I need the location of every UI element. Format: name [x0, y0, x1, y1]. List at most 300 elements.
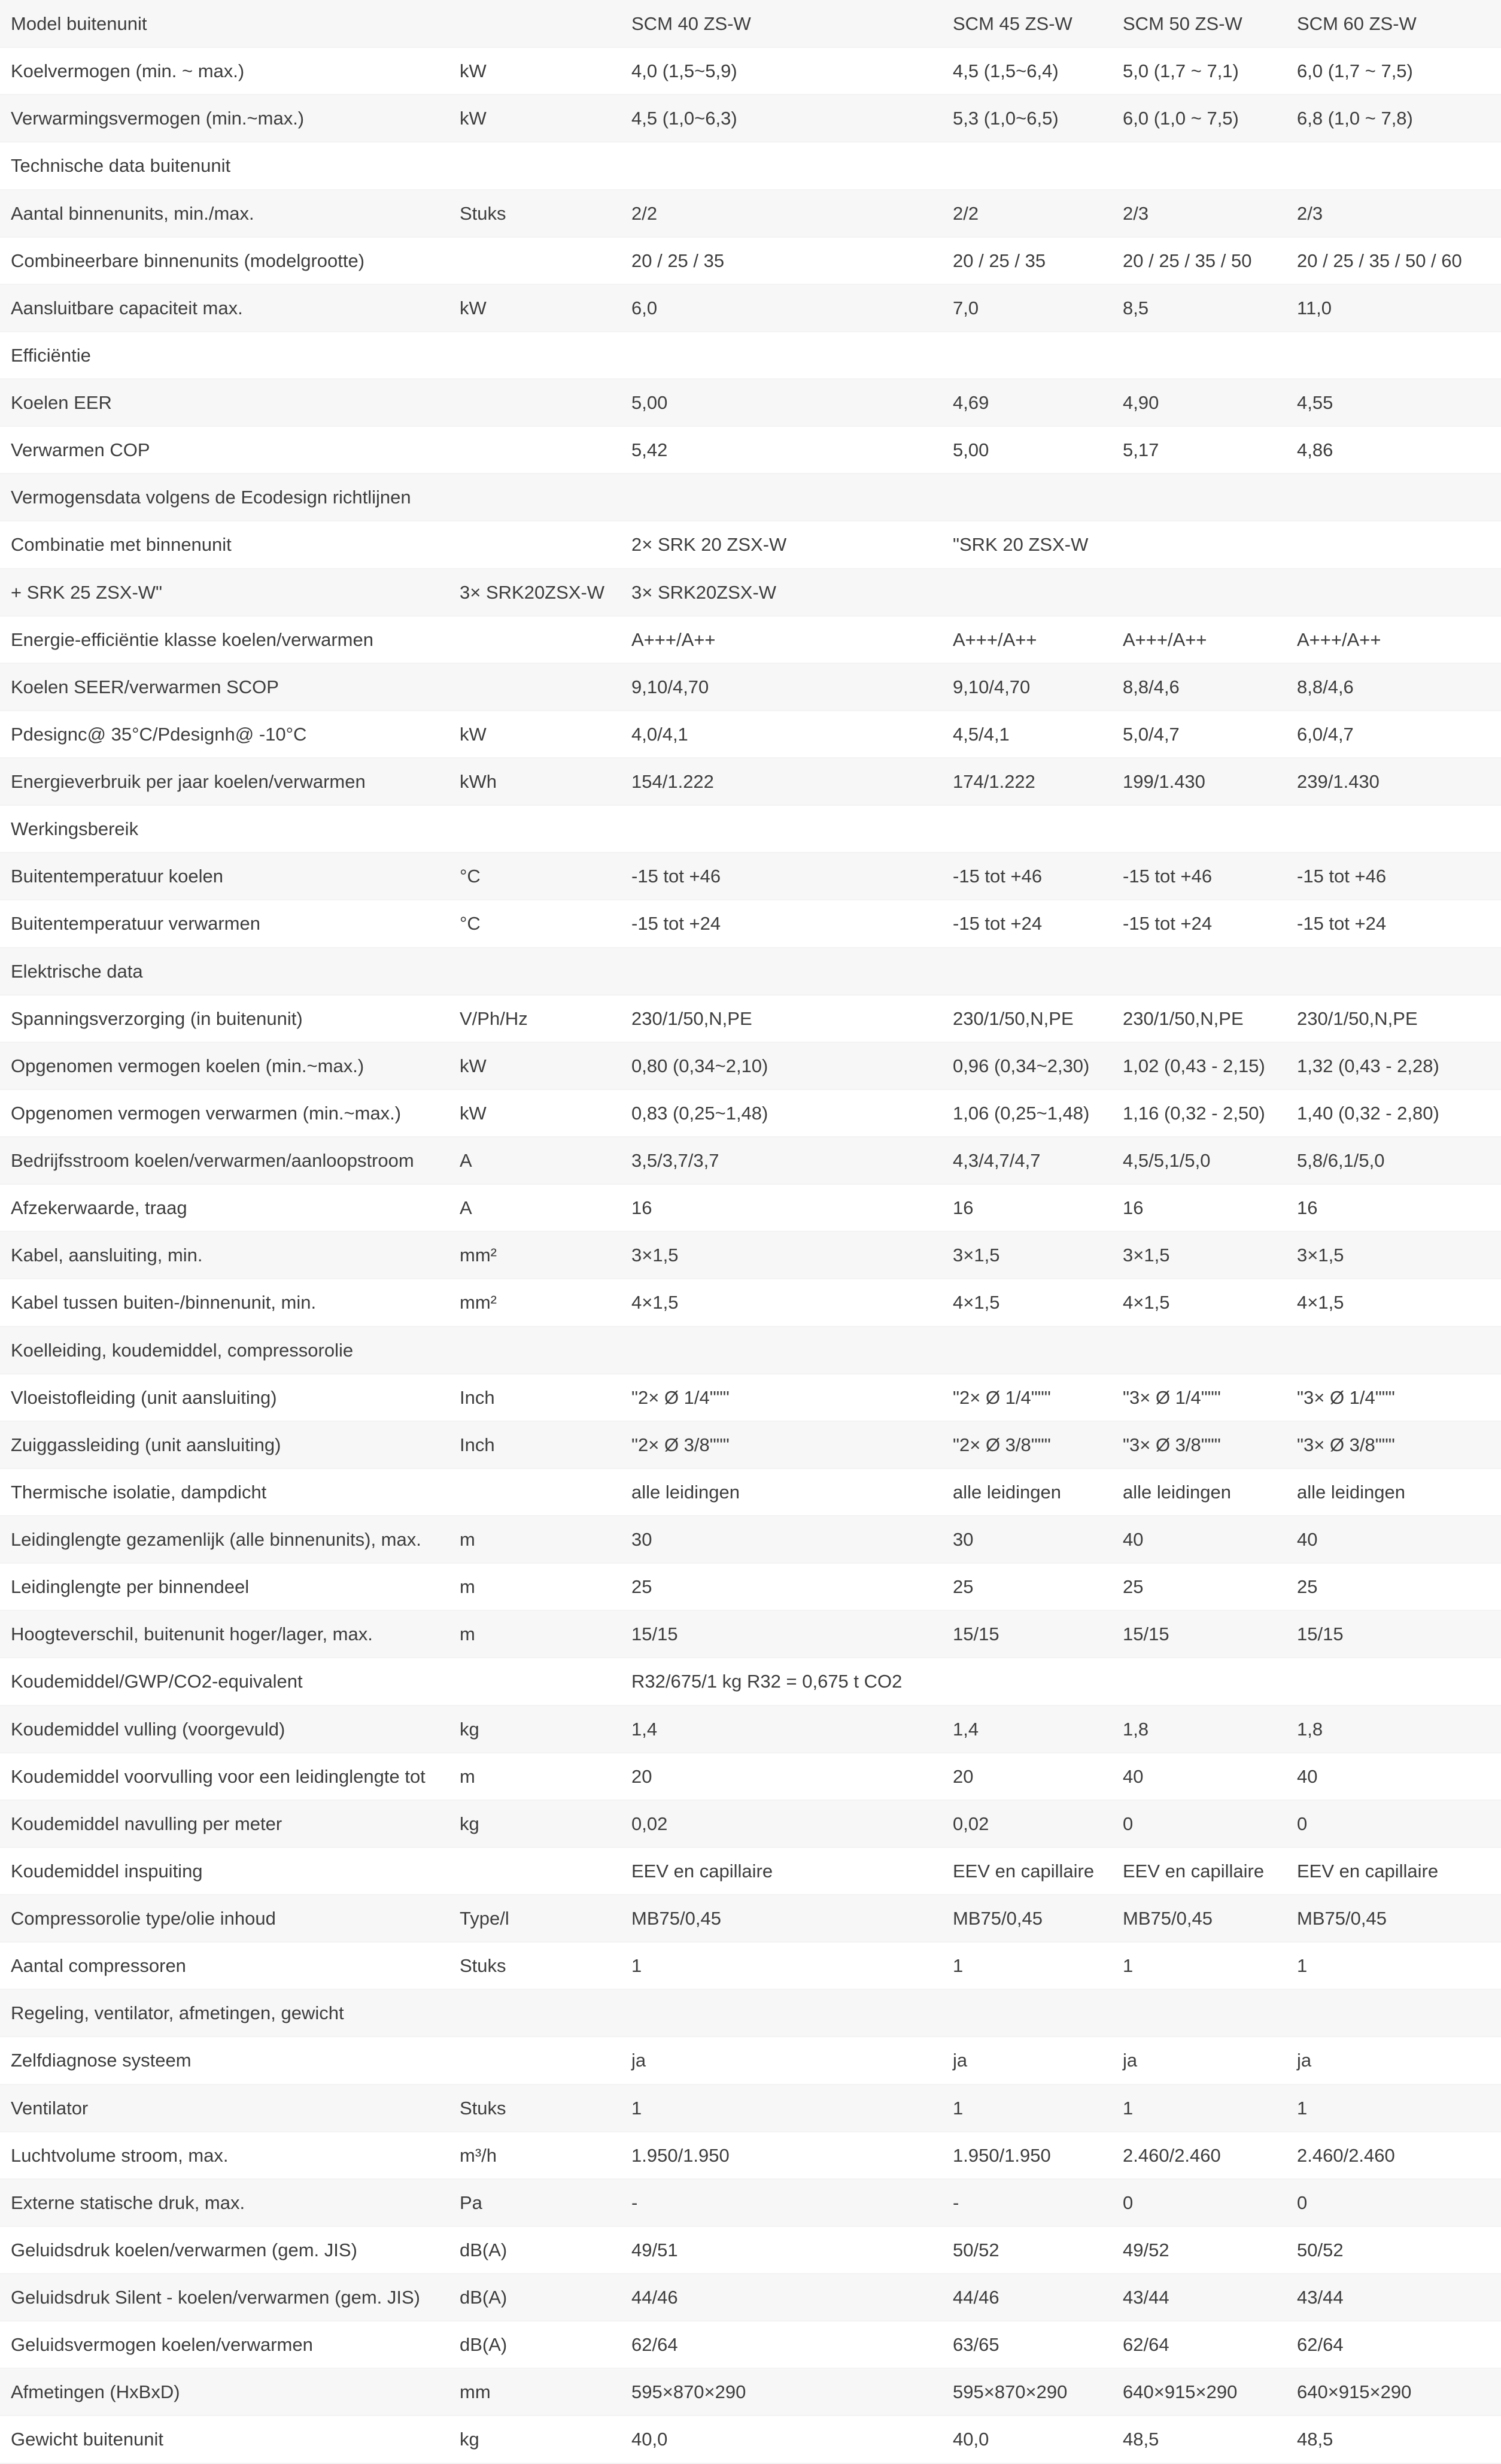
- table-row: [0, 1800, 1501, 1847]
- scm50-cell: 8,8/4,6: [1112, 663, 1286, 711]
- scm45-cell: 4,3/4,7/4,7: [942, 1137, 1112, 1184]
- unit-cell: [449, 663, 621, 711]
- unit-cell: kW: [449, 1090, 621, 1137]
- table-row: [0, 2132, 1501, 2179]
- unit-cell: m³/h: [449, 2132, 621, 2179]
- scm50-cell: [1112, 805, 1286, 852]
- scm60-cell: 2.460/2.460: [1286, 2132, 1501, 2179]
- scm45-cell: 4,5/4,1: [942, 711, 1112, 758]
- scm50-cell: alle leidingen: [1112, 1468, 1286, 1516]
- unit-cell: [449, 1989, 621, 2037]
- scm50-cell: ja: [1112, 2037, 1286, 2084]
- label-cell: Compressorolie type/olie inhoud: [0, 1895, 449, 1942]
- scm50-cell: 5,0/4,7: [1112, 711, 1286, 758]
- table-row: [0, 1989, 1501, 2037]
- unit-cell: A: [449, 1184, 621, 1231]
- scm45-cell: 1: [942, 1942, 1112, 1989]
- scm40-cell: -: [621, 2179, 942, 2226]
- label-cell: Energieverbruik per jaar koelen/verwarmen: [0, 758, 449, 805]
- table-row: [0, 2179, 1501, 2226]
- scm60-cell: -15 tot +24: [1286, 900, 1501, 947]
- scm50-cell: [1112, 1989, 1286, 2037]
- scm60-cell: EEV en capillaire: [1286, 1847, 1501, 1895]
- unit-cell: [449, 2037, 621, 2084]
- table-row: [0, 1184, 1501, 1231]
- scm40-cell: 9,10/4,70: [621, 663, 942, 711]
- unit-cell: [449, 142, 621, 189]
- label-cell: Ventilator: [0, 2084, 449, 2132]
- scm45-cell: EEV en capillaire: [942, 1847, 1112, 1895]
- unit-cell: [449, 1847, 621, 1895]
- scm50-cell: [1112, 474, 1286, 521]
- scm60-cell: 15/15: [1286, 1610, 1501, 1658]
- unit-cell: [449, 237, 621, 284]
- scm45-cell: 174/1.222: [942, 758, 1112, 805]
- scm45-cell: "2× Ø 3/8""": [942, 1421, 1112, 1468]
- label-cell: Bedrijfsstroom koelen/verwarmen/aanloopstroom: [0, 1137, 449, 1184]
- table-row: [0, 2084, 1501, 2132]
- label-cell: Koudemiddel inspuiting: [0, 1847, 449, 1895]
- scm50-cell: [1112, 1658, 1286, 1705]
- label-cell: Leidinglengte per binnendeel: [0, 1563, 449, 1610]
- label-cell: Geluidsdruk koelen/verwarmen (gem. JIS): [0, 2226, 449, 2274]
- scm50-cell: 16: [1112, 1184, 1286, 1231]
- label-cell: Luchtvolume stroom, max.: [0, 2132, 449, 2179]
- table-row: [0, 2416, 1501, 2463]
- scm45-cell: [942, 1658, 1112, 1705]
- unit-cell: [449, 426, 621, 474]
- scm60-cell: "3× Ø 3/8""": [1286, 1421, 1501, 1468]
- scm60-cell: [1286, 569, 1501, 616]
- scm60-cell: 239/1.430: [1286, 758, 1501, 805]
- scm45-cell: 5,3 (1,0~6,5): [942, 95, 1112, 142]
- label-cell: Geluidsvermogen koelen/verwarmen: [0, 2321, 449, 2368]
- scm45-cell: [942, 948, 1112, 995]
- scm50-cell: -15 tot +46: [1112, 852, 1286, 900]
- scm50-cell: 1: [1112, 1942, 1286, 1989]
- scm60-cell: 6,8 (1,0 ~ 7,8): [1286, 95, 1501, 142]
- scm40-cell: 0,83 (0,25~1,48): [621, 1090, 942, 1137]
- scm40-cell: 25: [621, 1563, 942, 1610]
- scm40-cell: 3×1,5: [621, 1231, 942, 1279]
- table-row: [0, 1563, 1501, 1610]
- table-row: [0, 521, 1501, 568]
- table-row: [0, 711, 1501, 758]
- label-cell: + SRK 25 ZSX-W": [0, 569, 449, 616]
- scm45-cell: 20: [942, 1753, 1112, 1800]
- scm45-cell: 3×1,5: [942, 1231, 1112, 1279]
- label-cell: Thermische isolatie, dampdicht: [0, 1468, 449, 1516]
- scm45-cell: 1.950/1.950: [942, 2132, 1112, 2179]
- scm40-cell: 4,0 (1,5~5,9): [621, 47, 942, 95]
- scm45-cell: 15/15: [942, 1610, 1112, 1658]
- table-row: [0, 0, 1501, 47]
- scm50-cell: 0: [1112, 2179, 1286, 2226]
- scm50-cell: [1112, 521, 1286, 568]
- scm40-cell: SCM 40 ZS-W: [621, 0, 942, 47]
- scm60-cell: [1286, 1658, 1501, 1705]
- scm40-cell: 1.950/1.950: [621, 2132, 942, 2179]
- label-cell: Koelleiding, koudemiddel, compressorolie: [0, 1327, 449, 1374]
- scm40-cell: 15/15: [621, 1610, 942, 1658]
- scm45-cell: "SRK 20 ZSX-W: [942, 521, 1112, 568]
- scm50-cell: 2.460/2.460: [1112, 2132, 1286, 2179]
- scm50-cell: 8,5: [1112, 284, 1286, 332]
- table-row: [0, 569, 1501, 616]
- scm45-cell: 40,0: [942, 2416, 1112, 2463]
- unit-cell: Pa: [449, 2179, 621, 2226]
- scm40-cell: 44/46: [621, 2274, 942, 2321]
- scm60-cell: A+++/A++: [1286, 616, 1501, 663]
- scm45-cell: 50/52: [942, 2226, 1112, 2274]
- scm50-cell: 1,02 (0,43 - 2,15): [1112, 1042, 1286, 1090]
- scm45-cell: SCM 45 ZS-W: [942, 0, 1112, 47]
- scm60-cell: 50/52: [1286, 2226, 1501, 2274]
- scm60-cell: 43/44: [1286, 2274, 1501, 2321]
- scm60-cell: 5,8/6,1/5,0: [1286, 1137, 1501, 1184]
- scm40-cell: -15 tot +46: [621, 852, 942, 900]
- unit-cell: Inch: [449, 1374, 621, 1421]
- unit-cell: [449, 379, 621, 426]
- label-cell: Aantal compressoren: [0, 1942, 449, 1989]
- unit-cell: °C: [449, 852, 621, 900]
- scm40-cell: 1,4: [621, 1706, 942, 1753]
- label-cell: Verwarmingsvermogen (min.~max.): [0, 95, 449, 142]
- scm60-cell: 1,40 (0,32 - 2,80): [1286, 1090, 1501, 1137]
- unit-cell: kg: [449, 1800, 621, 1847]
- scm60-cell: 230/1/50,N,PE: [1286, 995, 1501, 1042]
- label-cell: Hoogteverschil, buitenunit hoger/lager, max.: [0, 1610, 449, 1658]
- scm40-cell: 230/1/50,N,PE: [621, 995, 942, 1042]
- scm40-cell: 5,42: [621, 426, 942, 474]
- scm60-cell: 62/64: [1286, 2321, 1501, 2368]
- table-row: [0, 2226, 1501, 2274]
- unit-cell: dB(A): [449, 2274, 621, 2321]
- unit-cell: Inch: [449, 1421, 621, 1468]
- scm50-cell: A+++/A++: [1112, 616, 1286, 663]
- scm45-cell: [942, 569, 1112, 616]
- unit-cell: [449, 332, 621, 379]
- label-cell: Regeling, ventilator, afmetingen, gewicht: [0, 1989, 449, 2037]
- scm40-cell: [621, 474, 942, 521]
- scm60-cell: 0: [1286, 1800, 1501, 1847]
- scm40-cell: 154/1.222: [621, 758, 942, 805]
- scm60-cell: 48,5: [1286, 2416, 1501, 2463]
- scm40-cell: [621, 1989, 942, 2037]
- scm40-cell: 2× SRK 20 ZSX-W: [621, 521, 942, 568]
- scm45-cell: 9,10/4,70: [942, 663, 1112, 711]
- table-row: [0, 1847, 1501, 1895]
- scm60-cell: 40: [1286, 1516, 1501, 1563]
- table-row: [0, 1658, 1501, 1705]
- scm50-cell: [1112, 1327, 1286, 1374]
- scm40-cell: -15 tot +24: [621, 900, 942, 947]
- scm60-cell: ja: [1286, 2037, 1501, 2084]
- table-row: [0, 47, 1501, 95]
- label-cell: Zuiggassleiding (unit aansluiting): [0, 1421, 449, 1468]
- scm60-cell: [1286, 1989, 1501, 2037]
- scm45-cell: ja: [942, 2037, 1112, 2084]
- table-row: [0, 1895, 1501, 1942]
- scm40-cell: 49/51: [621, 2226, 942, 2274]
- label-cell: Afmetingen (HxBxD): [0, 2368, 449, 2416]
- scm50-cell: 48,5: [1112, 2416, 1286, 2463]
- table-row: [0, 1327, 1501, 1374]
- unit-cell: m: [449, 1753, 621, 1800]
- scm50-cell: 62/64: [1112, 2321, 1286, 2368]
- scm50-cell: 0: [1112, 1800, 1286, 1847]
- unit-cell: mm: [449, 2368, 621, 2416]
- scm40-cell: 4,0/4,1: [621, 711, 942, 758]
- table-row: [0, 142, 1501, 189]
- label-cell: Combineerbare binnenunits (modelgrootte): [0, 237, 449, 284]
- scm60-cell: 1: [1286, 2084, 1501, 2132]
- scm40-cell: "2× Ø 3/8""": [621, 1421, 942, 1468]
- scm45-cell: -15 tot +46: [942, 852, 1112, 900]
- label-cell: Aansluitbare capaciteit max.: [0, 284, 449, 332]
- unit-cell: [449, 1327, 621, 1374]
- scm50-cell: 4,90: [1112, 379, 1286, 426]
- unit-cell: kWh: [449, 758, 621, 805]
- scm60-cell: [1286, 805, 1501, 852]
- scm60-cell: 11,0: [1286, 284, 1501, 332]
- scm45-cell: 230/1/50,N,PE: [942, 995, 1112, 1042]
- table-row: [0, 2321, 1501, 2368]
- scm45-cell: 595×870×290: [942, 2368, 1112, 2416]
- table-row: [0, 2274, 1501, 2321]
- scm40-cell: ja: [621, 2037, 942, 2084]
- scm45-cell: -: [942, 2179, 1112, 2226]
- scm50-cell: 4,5/5,1/5,0: [1112, 1137, 1286, 1184]
- scm60-cell: 25: [1286, 1563, 1501, 1610]
- scm40-cell: 30: [621, 1516, 942, 1563]
- scm40-cell: 62/64: [621, 2321, 942, 2368]
- scm45-cell: -15 tot +24: [942, 900, 1112, 947]
- label-cell: Werkingsbereik: [0, 805, 449, 852]
- scm40-cell: 1: [621, 2084, 942, 2132]
- scm60-cell: 2/3: [1286, 190, 1501, 237]
- label-cell: Koudemiddel navulling per meter: [0, 1800, 449, 1847]
- scm45-cell: [942, 142, 1112, 189]
- scm60-cell: 6,0 (1,7 ~ 7,5): [1286, 47, 1501, 95]
- table-row: [0, 379, 1501, 426]
- table-row: [0, 474, 1501, 521]
- scm45-cell: 4,69: [942, 379, 1112, 426]
- scm40-cell: [621, 332, 942, 379]
- scm60-cell: 4×1,5: [1286, 1279, 1501, 1326]
- scm50-cell: 15/15: [1112, 1610, 1286, 1658]
- table-row: [0, 95, 1501, 142]
- unit-cell: dB(A): [449, 2321, 621, 2368]
- unit-cell: [449, 805, 621, 852]
- scm50-cell: [1112, 142, 1286, 189]
- scm50-cell: 3×1,5: [1112, 1231, 1286, 1279]
- label-cell: Pdesignc@ 35°C/Pdesignh@ -10°C: [0, 711, 449, 758]
- label-cell: Vloeistofleiding (unit aansluiting): [0, 1374, 449, 1421]
- unit-cell: [449, 521, 621, 568]
- scm60-cell: 1,32 (0,43 - 2,28): [1286, 1042, 1501, 1090]
- scm40-cell: R32/675/1 kg R32 = 0,675 t CO2: [621, 1658, 942, 1705]
- scm45-cell: 25: [942, 1563, 1112, 1610]
- scm50-cell: "3× Ø 3/8""": [1112, 1421, 1286, 1468]
- scm40-cell: [621, 1327, 942, 1374]
- unit-cell: dB(A): [449, 2226, 621, 2274]
- label-cell: Kabel, aansluiting, min.: [0, 1231, 449, 1279]
- scm50-cell: 6,0 (1,0 ~ 7,5): [1112, 95, 1286, 142]
- scm45-cell: 30: [942, 1516, 1112, 1563]
- table-row: [0, 1279, 1501, 1326]
- scm60-cell: 1: [1286, 1942, 1501, 1989]
- scm50-cell: 43/44: [1112, 2274, 1286, 2321]
- scm60-cell: [1286, 474, 1501, 521]
- scm50-cell: "3× Ø 1/4""": [1112, 1374, 1286, 1421]
- unit-cell: Type/l: [449, 1895, 621, 1942]
- table-row: [0, 805, 1501, 852]
- scm50-cell: SCM 50 ZS-W: [1112, 0, 1286, 47]
- scm50-cell: 40: [1112, 1516, 1286, 1563]
- scm40-cell: 3,5/3,7/3,7: [621, 1137, 942, 1184]
- scm50-cell: 199/1.430: [1112, 758, 1286, 805]
- scm60-cell: 1,8: [1286, 1706, 1501, 1753]
- scm40-cell: 1: [621, 1942, 942, 1989]
- scm40-cell: 20 / 25 / 35: [621, 237, 942, 284]
- scm40-cell: 20: [621, 1753, 942, 1800]
- scm60-cell: 640×915×290: [1286, 2368, 1501, 2416]
- unit-cell: kW: [449, 1042, 621, 1090]
- label-cell: Energie-efficiëntie klasse koelen/verwarmen: [0, 616, 449, 663]
- unit-cell: m: [449, 1563, 621, 1610]
- scm60-cell: 16: [1286, 1184, 1501, 1231]
- label-cell: Combinatie met binnenunit: [0, 521, 449, 568]
- scm40-cell: [621, 805, 942, 852]
- scm45-cell: 1: [942, 2084, 1112, 2132]
- label-cell: Zelfdiagnose systeem: [0, 2037, 449, 2084]
- scm60-cell: 6,0/4,7: [1286, 711, 1501, 758]
- label-cell: Model buitenunit: [0, 0, 449, 47]
- scm50-cell: EEV en capillaire: [1112, 1847, 1286, 1895]
- table-row: [0, 2368, 1501, 2416]
- table-row: [0, 1468, 1501, 1516]
- scm40-cell: 2/2: [621, 190, 942, 237]
- scm50-cell: 40: [1112, 1753, 1286, 1800]
- scm50-cell: 5,17: [1112, 426, 1286, 474]
- scm45-cell: 4×1,5: [942, 1279, 1112, 1326]
- table-row: [0, 1706, 1501, 1753]
- label-cell: Buitentemperatuur verwarmen: [0, 900, 449, 947]
- label-cell: Gewicht buitenunit: [0, 2416, 449, 2463]
- table-row: [0, 1942, 1501, 1989]
- scm50-cell: 25: [1112, 1563, 1286, 1610]
- scm45-cell: [942, 1989, 1112, 2037]
- label-cell: Opgenomen vermogen koelen (min.~max.): [0, 1042, 449, 1090]
- scm50-cell: 2/3: [1112, 190, 1286, 237]
- table-row: [0, 426, 1501, 474]
- scm50-cell: 1,16 (0,32 - 2,50): [1112, 1090, 1286, 1137]
- scm50-cell: 640×915×290: [1112, 2368, 1286, 2416]
- scm45-cell: MB75/0,45: [942, 1895, 1112, 1942]
- scm40-cell: 0,80 (0,34~2,10): [621, 1042, 942, 1090]
- scm40-cell: 5,00: [621, 379, 942, 426]
- label-cell: Koelen SEER/verwarmen SCOP: [0, 663, 449, 711]
- unit-cell: kW: [449, 95, 621, 142]
- table-row: [0, 758, 1501, 805]
- table-row: [0, 852, 1501, 900]
- scm45-cell: 0,02: [942, 1800, 1112, 1847]
- scm40-cell: [621, 142, 942, 189]
- table-row: [0, 1516, 1501, 1563]
- scm50-cell: 49/52: [1112, 2226, 1286, 2274]
- scm50-cell: 4×1,5: [1112, 1279, 1286, 1326]
- scm45-cell: 0,96 (0,34~2,30): [942, 1042, 1112, 1090]
- scm45-cell: [942, 332, 1112, 379]
- scm60-cell: 4,55: [1286, 379, 1501, 426]
- unit-cell: Stuks: [449, 190, 621, 237]
- scm60-cell: [1286, 948, 1501, 995]
- label-cell: Koelen EER: [0, 379, 449, 426]
- table-row: [0, 284, 1501, 332]
- scm45-cell: A+++/A++: [942, 616, 1112, 663]
- scm50-cell: 230/1/50,N,PE: [1112, 995, 1286, 1042]
- unit-cell: [449, 616, 621, 663]
- unit-cell: A: [449, 1137, 621, 1184]
- unit-cell: [449, 474, 621, 521]
- scm45-cell: 2/2: [942, 190, 1112, 237]
- scm50-cell: -15 tot +24: [1112, 900, 1286, 947]
- table-row: [0, 1374, 1501, 1421]
- table-row: [0, 900, 1501, 947]
- label-cell: Koudemiddel vulling (voorgevuld): [0, 1706, 449, 1753]
- scm45-cell: 1,4: [942, 1706, 1112, 1753]
- scm50-cell: 1: [1112, 2084, 1286, 2132]
- label-cell: Kabel tussen buiten-/binnenunit, min.: [0, 1279, 449, 1326]
- scm60-cell: [1286, 142, 1501, 189]
- unit-cell: mm²: [449, 1231, 621, 1279]
- scm40-cell: 16: [621, 1184, 942, 1231]
- label-cell: Spanningsverzorging (in buitenunit): [0, 995, 449, 1042]
- label-cell: Koelvermogen (min. ~ max.): [0, 47, 449, 95]
- scm40-cell: A+++/A++: [621, 616, 942, 663]
- scm60-cell: SCM 60 ZS-W: [1286, 0, 1501, 47]
- scm40-cell: 6,0: [621, 284, 942, 332]
- label-cell: Verwarmen COP: [0, 426, 449, 474]
- label-cell: Afzekerwaarde, traag: [0, 1184, 449, 1231]
- unit-cell: m: [449, 1516, 621, 1563]
- scm50-cell: MB75/0,45: [1112, 1895, 1286, 1942]
- scm40-cell: 4,5 (1,0~6,3): [621, 95, 942, 142]
- table-row: [0, 948, 1501, 995]
- scm45-cell: [942, 474, 1112, 521]
- label-cell: Opgenomen vermogen verwarmen (min.~max.): [0, 1090, 449, 1137]
- scm60-cell: MB75/0,45: [1286, 1895, 1501, 1942]
- label-cell: Geluidsdruk Silent - koelen/verwarmen (gem. JIS): [0, 2274, 449, 2321]
- label-cell: Leidinglengte gezamenlijk (alle binnenunits), max.: [0, 1516, 449, 1563]
- scm40-cell: "2× Ø 1/4""": [621, 1374, 942, 1421]
- scm50-cell: 5,0 (1,7 ~ 7,1): [1112, 47, 1286, 95]
- scm45-cell: 63/65: [942, 2321, 1112, 2368]
- scm50-cell: [1112, 948, 1286, 995]
- table-row: [0, 1042, 1501, 1090]
- scm60-cell: 40: [1286, 1753, 1501, 1800]
- scm45-cell: [942, 1327, 1112, 1374]
- table-row: [0, 190, 1501, 237]
- scm60-cell: 0: [1286, 2179, 1501, 2226]
- table-row: [0, 332, 1501, 379]
- scm60-cell: 3×1,5: [1286, 1231, 1501, 1279]
- unit-cell: kW: [449, 711, 621, 758]
- unit-cell: kW: [449, 47, 621, 95]
- table-row: [0, 616, 1501, 663]
- scm60-cell: 4,86: [1286, 426, 1501, 474]
